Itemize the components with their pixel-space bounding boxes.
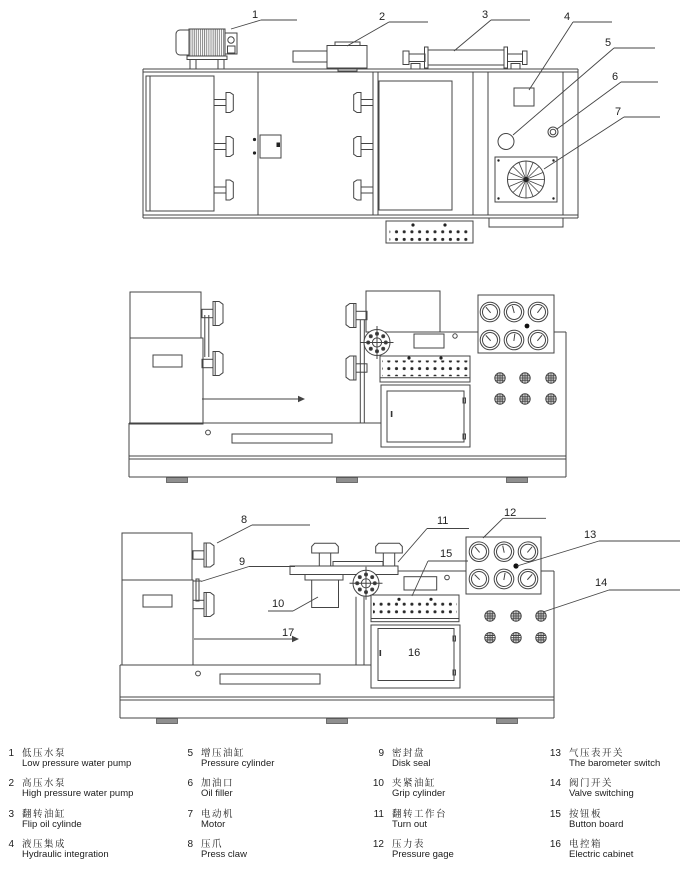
legend-num: 10 (372, 778, 384, 789)
legend-zh: 翻转油缸 (22, 809, 67, 820)
callout-7-label: 7 (615, 106, 622, 118)
legend-en: Valve switching (569, 788, 634, 799)
legend-num: 8 (187, 839, 193, 850)
electric-cabinet (381, 385, 470, 447)
pressure-gauge-panel (465, 537, 542, 594)
machine-base (120, 665, 554, 724)
barometer-switch (525, 324, 530, 329)
turn-table (290, 543, 402, 574)
press-claws (214, 93, 373, 201)
callout-3-label: 3 (482, 9, 489, 21)
disk-seal (194, 579, 202, 601)
valve-switches (495, 373, 556, 404)
callout-10-label: 10 (272, 598, 285, 610)
low-pressure-water-pump (176, 29, 237, 69)
legend-zh: 按钮板 (569, 809, 603, 820)
legend-en: Motor (201, 819, 226, 830)
legend-item (368, 778, 445, 799)
legend-en: Button board (569, 819, 624, 830)
legend-num: 13 (549, 748, 561, 759)
center-fixture (253, 135, 281, 158)
legend-zh: 密封盘 (392, 748, 426, 759)
legend-num: 11 (373, 809, 384, 820)
pressure-cylinder-port (498, 134, 514, 150)
legend-item (177, 778, 234, 799)
legend-en: The barometer switch (569, 758, 661, 769)
callout-9-label: 9 (239, 556, 246, 568)
top-view-drawing (143, 9, 660, 243)
front-view-annotated-drawing (120, 507, 680, 724)
legend-item (545, 748, 660, 769)
oil-filler (548, 127, 558, 137)
headstock (130, 292, 203, 424)
legend-en: Disk seal (392, 758, 431, 769)
callout-4-label: 4 (564, 11, 571, 23)
legend-en: Press claw (201, 849, 247, 860)
motor-fan (495, 157, 557, 202)
legend-en: Low pressure water pump (22, 758, 132, 769)
button-board (371, 595, 459, 622)
disk-flange (361, 326, 394, 359)
legend-zh: 液压集成 (22, 839, 67, 850)
valve-switches (485, 611, 546, 643)
legend-en: Pressure gage (392, 849, 454, 860)
legend-zh: 高压水泵 (22, 778, 67, 789)
headstock (122, 533, 193, 665)
legend-num: 7 (187, 809, 193, 820)
legend-num: 6 (187, 778, 193, 789)
callout-16-label: 16 (408, 647, 421, 659)
legend-zh: 夹紧油缸 (392, 778, 437, 789)
high-pressure-water-pump (293, 42, 367, 71)
legend-item (177, 809, 234, 830)
machine-base (129, 423, 566, 483)
legend-item (368, 839, 454, 860)
button-board-top (386, 221, 473, 243)
legend-num: 9 (378, 748, 384, 759)
legend-item (545, 778, 634, 799)
legend-num: 1 (8, 748, 14, 759)
pressure-gauge-panel (476, 295, 554, 354)
legend-en: Turn out (392, 819, 428, 830)
legend-num: 4 (8, 839, 14, 850)
nameplate (414, 334, 444, 348)
legend-en: Pressure cylinder (201, 758, 275, 769)
legend-zh: 增压油缸 (201, 748, 246, 759)
legend-zh: 阀门开关 (569, 778, 614, 789)
legend-zh: 气压表开关 (569, 748, 625, 759)
legend-num: 15 (549, 809, 561, 820)
legend-item (368, 809, 447, 830)
front-view-drawing (129, 291, 566, 483)
callout-12-label: 12 (504, 507, 517, 519)
callout-14-label: 14 (595, 577, 608, 589)
callout-17-label: 17 (282, 627, 295, 639)
callout-13-label: 13 (584, 529, 597, 541)
work-chamber (379, 81, 452, 210)
legend-en: Electric cabinet (569, 849, 634, 860)
legend-item (545, 809, 623, 830)
legend-zh: 电控箱 (569, 839, 603, 850)
callout-1-label: 1 (252, 9, 259, 21)
callout-11-label: 11 (437, 515, 449, 527)
legend-zh: 低压水泵 (22, 748, 67, 759)
legend-num: 14 (549, 778, 561, 789)
legend-num: 5 (187, 748, 193, 759)
grip-cylinder (305, 575, 343, 608)
legend-item (177, 748, 274, 769)
flip-oil-cylinder (403, 47, 527, 69)
legend-item (0, 809, 82, 830)
legend-zh: 加油口 (201, 778, 235, 789)
hydraulic-integration (514, 88, 534, 106)
top-view-callouts (231, 9, 660, 169)
indicator-light (445, 575, 450, 580)
legend-num: 12 (372, 839, 384, 850)
water-tank (146, 76, 214, 211)
legend-item (368, 748, 431, 769)
callout-6-label: 6 (612, 71, 619, 83)
legend-zh: 电动机 (201, 809, 235, 820)
legend-zh: 压爪 (201, 839, 224, 850)
legend-num: 2 (8, 778, 14, 789)
legend-en: Hydraulic integration (22, 849, 109, 860)
legend-num: 3 (8, 809, 14, 820)
legend-zh: 压力表 (392, 839, 426, 850)
legend-item (177, 839, 247, 860)
legend-item (545, 839, 633, 860)
legend-en: Flip oil cylinde (22, 819, 82, 830)
legend-en: High pressure water pump (22, 788, 134, 799)
callout-15-label: 15 (440, 548, 453, 560)
press-claws (202, 302, 367, 381)
button-board (380, 356, 470, 382)
legend-en: Oil filler (201, 788, 233, 799)
legend-en: Grip cylinder (392, 788, 446, 799)
motion-arrow (202, 396, 305, 402)
electric-cabinet (371, 625, 460, 688)
indicator-light (453, 334, 457, 338)
callout-8-label: 8 (241, 514, 248, 526)
legend-item (0, 778, 133, 799)
callout-2-label: 2 (379, 11, 386, 23)
legend-item (0, 839, 109, 860)
legend-item (0, 748, 131, 769)
legend-zh: 翻转工作台 (392, 809, 448, 820)
legend-num: 16 (549, 839, 561, 850)
callout-5-label: 5 (605, 37, 612, 49)
